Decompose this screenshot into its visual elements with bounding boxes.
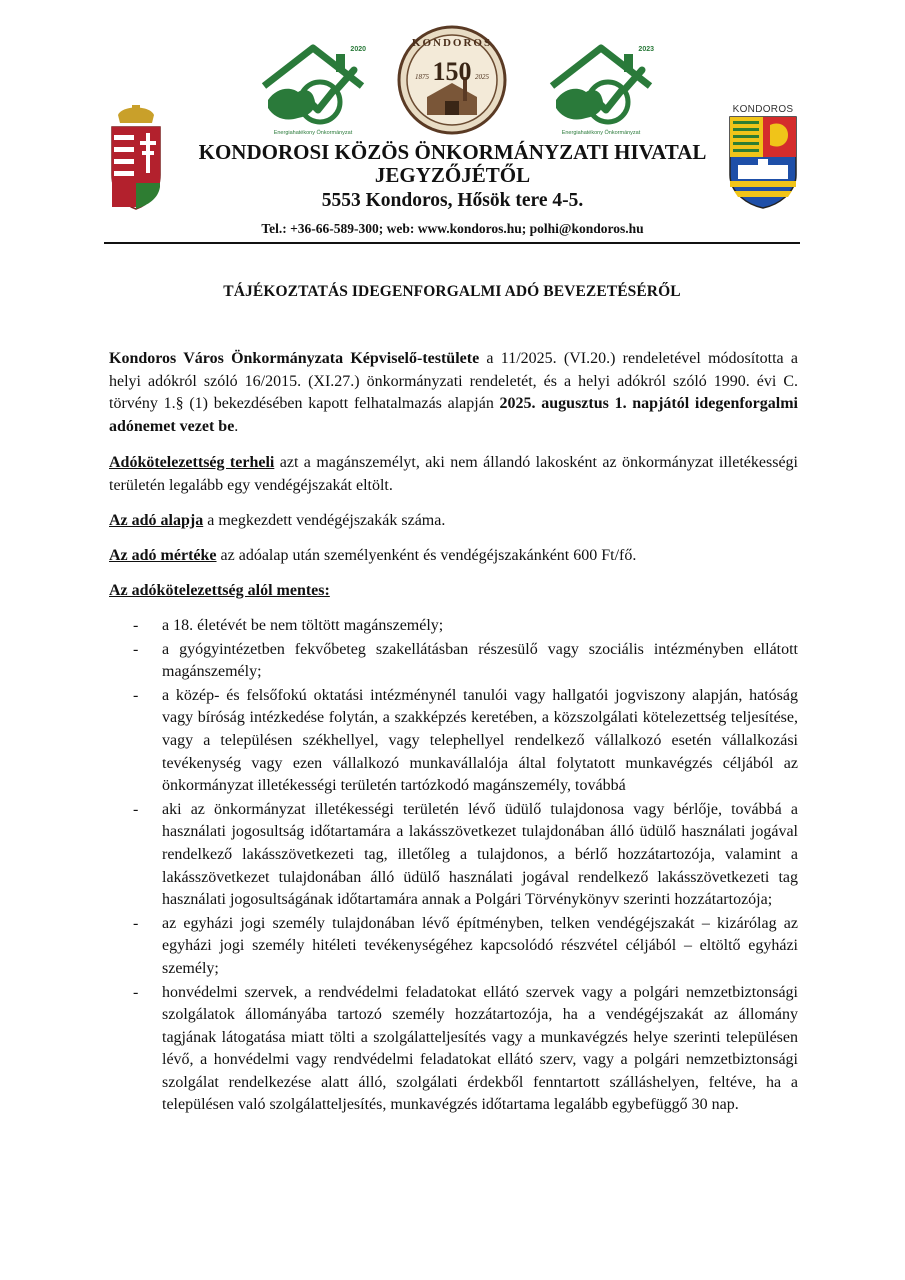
list-item [109,685,798,798]
exemption-text: a gyógyintézetben fekvőbeteg szakellátásban részesülő vagy szociális intézményben ellátott magánszemély; [162,640,798,681]
list-item [109,639,798,684]
header-divider [104,242,800,244]
intro-text: a 11/2025. (VI.20.) rendeletével módosította a helyi adókról szóló 16/2015. (XI.27.) önkormányzati rendeletét, és a helyi adókról szóló 1990. évi C. törvény 1.§ (1) bekezdésében kapott felhatalmazás alapján [109,350,798,412]
hungary-coat-of-arms-icon [110,105,162,210]
energy-logo-label-right: Energiahatékony Önkormányzat [561,130,641,136]
liability-paragraph [109,452,798,497]
tax-rate-paragraph [109,545,798,568]
document-title: TÁJÉKOZTATÁS IDEGENFORGALMI ADÓ BEVEZETÉSÉRŐL [223,283,681,300]
exemption-text: a közép- és felsőfokú oktatási intézménynél tanulói vagy hallgatói jogviszony alapján, hatóság vagy bíróság intézkedése folytán, a szakképzés keretében, a közszolgálati kötelezettség teljesítése, vagy a településen székhellyel, vagy telephellyel rendelkező vállalkozó esetén vállalkozási tevékenység vagy ezen vállalkozó munkavállalója által folytatott munkavégzés céljából az önkormányzat illetékességi területén tartózkodó magánszemély, továbbá [162,686,798,795]
liability-label: Adókötelezettség terheli [109,454,275,471]
exemption-text: honvédelmi szervek, a rendvédelmi feladatokat ellátó szervek vagy a polgári nemzetbiztonsági szolgálatok állományába tartozó személy hozzátartozója, ha a vendégéjszakát az állomány tagjának látogatása miatt tölti a szolgálatteljesítés vagy a munkavégzés helye szerinti településen lévő, a honvédelmi vagy rendvédelmi feladatokat ellátó szerv, vagy a polgári nemzetbiztonsági szolgálat rendelkezése alatt álló, szolgálati érdekből fenntartott szálláshelyen, feltéve, ha a településen való szolgálatteljesítés, munkavégzés időtartama legalább egybefüggő 30 nap. [162,983,798,1114]
list-dash: - [133,800,139,818]
energy-efficient-logo-2020 [258,42,368,142]
exemptions-list [109,615,798,1118]
liability-text: azt a magánszemélyt, aki nem állandó lakosként az önkormányzat illetékességi területén legalább egy vendégéjszakát eltölt. [109,454,798,494]
tax-base-paragraph [109,510,798,533]
kondoros-coat-of-arms [728,104,798,212]
seal-number: 150 [432,57,472,86]
house-check-icon [546,42,656,142]
seal-year-left: 1875 [415,73,429,81]
logo-year-left: 2020 [350,46,366,53]
seal-top-text: KONDOROS [411,37,493,49]
kondoros-150-seal [397,25,507,135]
list-item [109,913,798,981]
tax-rate-text: az adóalap után személyenként és vendégéjszakánként 600 Ft/fő. [216,547,637,564]
office-address: 5553 Kondoros, Hősök tere 4-5. [321,190,584,211]
list-dash: - [133,617,139,634]
department-name: JEGYZŐJÉTŐL [374,163,531,187]
list-dash: - [133,640,139,658]
exemptions-heading [109,580,798,603]
tax-base-text: a megkezdett vendégéjszakák száma. [203,512,446,529]
crest-label: KONDOROS [732,104,794,115]
energy-efficient-logo-2023 [546,42,656,142]
list-item [109,799,798,912]
tax-rate-label: Az adó mértéke [109,547,217,564]
logo-year-right: 2023 [638,46,654,53]
exemption-text: a 18. életévét be nem töltött magánszemély; [162,617,444,634]
list-dash: - [133,914,139,932]
intro-end: . [234,417,239,435]
council-name: Kondoros Város Önkormányzata Képviselő-testülete [109,350,480,367]
office-name: KONDOROSI KÖZÖS ÖNKORMÁNYZATI HIVATAL [198,140,707,164]
house-check-icon [258,42,368,142]
exemption-text: aki az önkormányzat illetékességi területén lévő üdülő tulajdonosa vagy bérlője, továbbá a használati jogosultság időtartamára a lakásszövetkezet tulajdonában álló üdülő használati jogával rendelkező lakásszövetkezeti tag, illetőleg a tulajdonos, a bérlő hozzátartozója, valamint a lakásszövetkezet tulajdonában álló üdülő használati jogával rendelkező lakásszövetkezeti tag használati jogosultságának időtartamára annak a Polgári Törvénykönyv szerinti hozzátartozója; [162,800,798,909]
list-item [109,982,798,1118]
list-dash: - [133,686,139,704]
tax-base-label: Az adó alapja [109,512,204,529]
seal-year-right: 2025 [475,73,489,81]
contact-line: Tel.: +36-66-589-300; web: www.kondoros.hu; polhi@kondoros.hu [261,221,644,236]
intro-paragraph [109,348,798,438]
list-dash: - [133,983,139,1001]
exemptions-heading-text: Az adókötelezettség alól mentes: [109,582,330,599]
kondoros-crest-icon [728,115,798,209]
effective-date: 2025. augusztus 1. napjától idegenforgalmi adónemet vezet be [109,395,798,435]
exemption-text: az egyházi jogi személy tulajdonában lévő építményben, telken vendégéjszakát – kizárólag az egyházi jogi személy hitéleti tevékenységéhez kapcsolódó részvétel céljából – eltöltő egyházi személy; [162,914,798,977]
energy-logo-label-left: Energiahatékony Önkormányzat [273,130,353,136]
list-item [109,615,798,638]
